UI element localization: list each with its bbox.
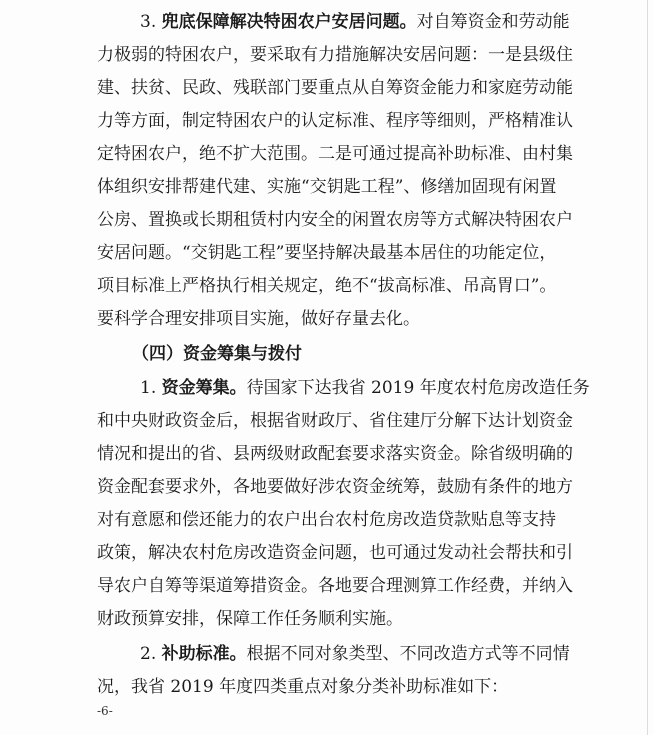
- paragraph-line: 建、扶贫、民政、残联部门要重点从自筹资金能力和家庭劳动能: [97, 78, 573, 98]
- page-edge-divider: [647, 0, 648, 735]
- line-text: 根据不同对象类型、不同改造方式等不同情: [246, 644, 570, 664]
- paragraph-line: 安居问题。“交钥匙工程”要坚持解决最基本居住的功能定位，: [97, 243, 557, 263]
- paragraph-line: 力等方面，制定特困农户的认定标准、程序等细则，严格精准认: [97, 111, 573, 131]
- paragraph-line: 况，我省 2019 年度四类重点对象分类补助标准如下：: [97, 677, 509, 697]
- paragraph-line: 和中央财政资金后，根据省财政厅、省住建厅分解下达计划资金: [97, 411, 573, 431]
- page-number: -6-: [97, 704, 113, 718]
- paragraph-line: 公房、置换或长期租赁村内安全的闲置农房等方式解决特困农户: [97, 210, 573, 230]
- paragraph-line: 体组织安排帮建代建、实施“交钥匙工程”、修缮加固现有闲置: [97, 177, 557, 197]
- paragraph-line: [140, 6, 570, 39]
- item-number: 3.: [140, 12, 162, 32]
- paragraph-line: 项目标准上严格执行相关规定，绝不“拔高标准、吊高胃口”。: [97, 276, 557, 296]
- item-heading: 补助标准。: [161, 644, 247, 664]
- item-heading: 兜底保障解决特困农户安居问题。: [161, 12, 417, 32]
- paragraph-line: 政策，解决农村危房改造资金问题，也可通过发动社会帮扶和引: [97, 543, 573, 563]
- item-number: 2.: [140, 644, 162, 664]
- section-heading: （四）资金筹集与拨付: [132, 344, 302, 364]
- paragraph-line: 导农户自筹等渠道筹措资金。各地要合理测算工作经费，并纳入: [97, 576, 573, 596]
- paragraph-line: 要科学合理安排项目实施，做好存量去化。: [97, 309, 420, 329]
- item-heading: 资金筹集。: [161, 378, 247, 398]
- paragraph-line: [140, 638, 570, 671]
- paragraph-line: [140, 372, 590, 405]
- paragraph-line: 力极弱的特困农户，要采取有力措施解决安居问题：一是县级住: [97, 45, 573, 65]
- item-number: 1.: [140, 378, 162, 398]
- line-text: 对自筹资金和劳动能: [416, 12, 570, 32]
- paragraph-line: 情况和提出的省、县两级财政配套要求落实资金。除省级明确的: [97, 444, 573, 464]
- paragraph-line: 定特困农户，绝不扩大范围。二是可通过提高补助标准、由村集: [97, 144, 573, 164]
- line-text: 待国家下达我省 2019 年度农村危房改造任务: [246, 378, 590, 398]
- paragraph-line: 资金配套要求外，各地要做好涉农资金统筹，鼓励有条件的地方: [97, 477, 573, 497]
- paragraph-line: 财政预算安排，保障工作任务顺利实施。: [97, 609, 403, 629]
- paragraph-line: 对有意愿和偿还能力的农户出台农村危房改造贷款贴息等支持: [97, 510, 556, 530]
